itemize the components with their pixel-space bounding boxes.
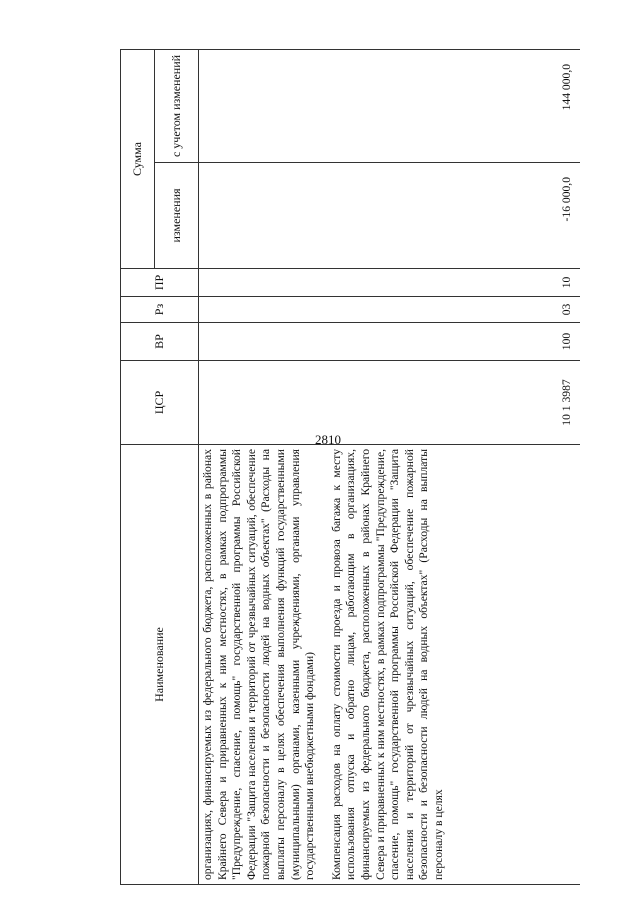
row-rz: 03 xyxy=(199,297,581,323)
header-vr: ВР xyxy=(121,323,199,361)
row-with-change: 144 000,0 xyxy=(199,49,581,162)
table-row xyxy=(199,49,581,884)
row-name: организациях, финансируемых из федерального бюджета, расположенных в районах Крайнего Севера и приравненных к ним местностях, в рамках подпрограммы "Предупреждение, спасение, помощь" государственной программы Российской Федерации "Защита населения и территорий от чрезвычайных ситуаций, обеспечение пожарной безопасности и безопасности людей на водных объектах" (Расходы на выплаты персоналу в целях обеспечения выполнения функций государственными (муниципальными) органами, казенными учреждениями, органами управления государственными внебюджетными фондами) xyxy=(201,449,317,880)
budget-table xyxy=(120,49,580,885)
header-with-change: с учетом изменений xyxy=(155,49,199,162)
row-csr: 10 1 3987 xyxy=(199,361,581,445)
header-name: Наименование xyxy=(121,445,199,885)
row-name: Компенсация расходов на оплату стоимости проезда и провоза багажа к месту использования отпуска и обратно лицам, работающим в организациях, финансируемых из федерального бюджета, расположенных в районах Крайнего Севера и приравненных к ним местностях, в рамках подпрограммы "Предупреждение, спасение, помощь" государственной программы Российской Федерации "Защита населения и территорий от чрезвычайных ситуаций, обеспечение пожарной безопасности и безопасности людей на водных объектах" (Расходы на выплаты персоналу в целях xyxy=(329,449,445,880)
row-pr: 10 xyxy=(199,269,581,297)
header-sum: Сумма xyxy=(121,49,155,268)
header-change: изменения xyxy=(155,163,199,269)
row-change: -16 000,0 xyxy=(199,163,581,269)
header-pr: ПР xyxy=(121,269,199,297)
row-vr: 100 xyxy=(199,323,581,361)
header-rz: Рз xyxy=(121,297,199,323)
header-csr: ЦСР xyxy=(121,361,199,445)
page-number: 2810 xyxy=(315,432,341,447)
rotated-table-wrapper xyxy=(120,50,580,885)
